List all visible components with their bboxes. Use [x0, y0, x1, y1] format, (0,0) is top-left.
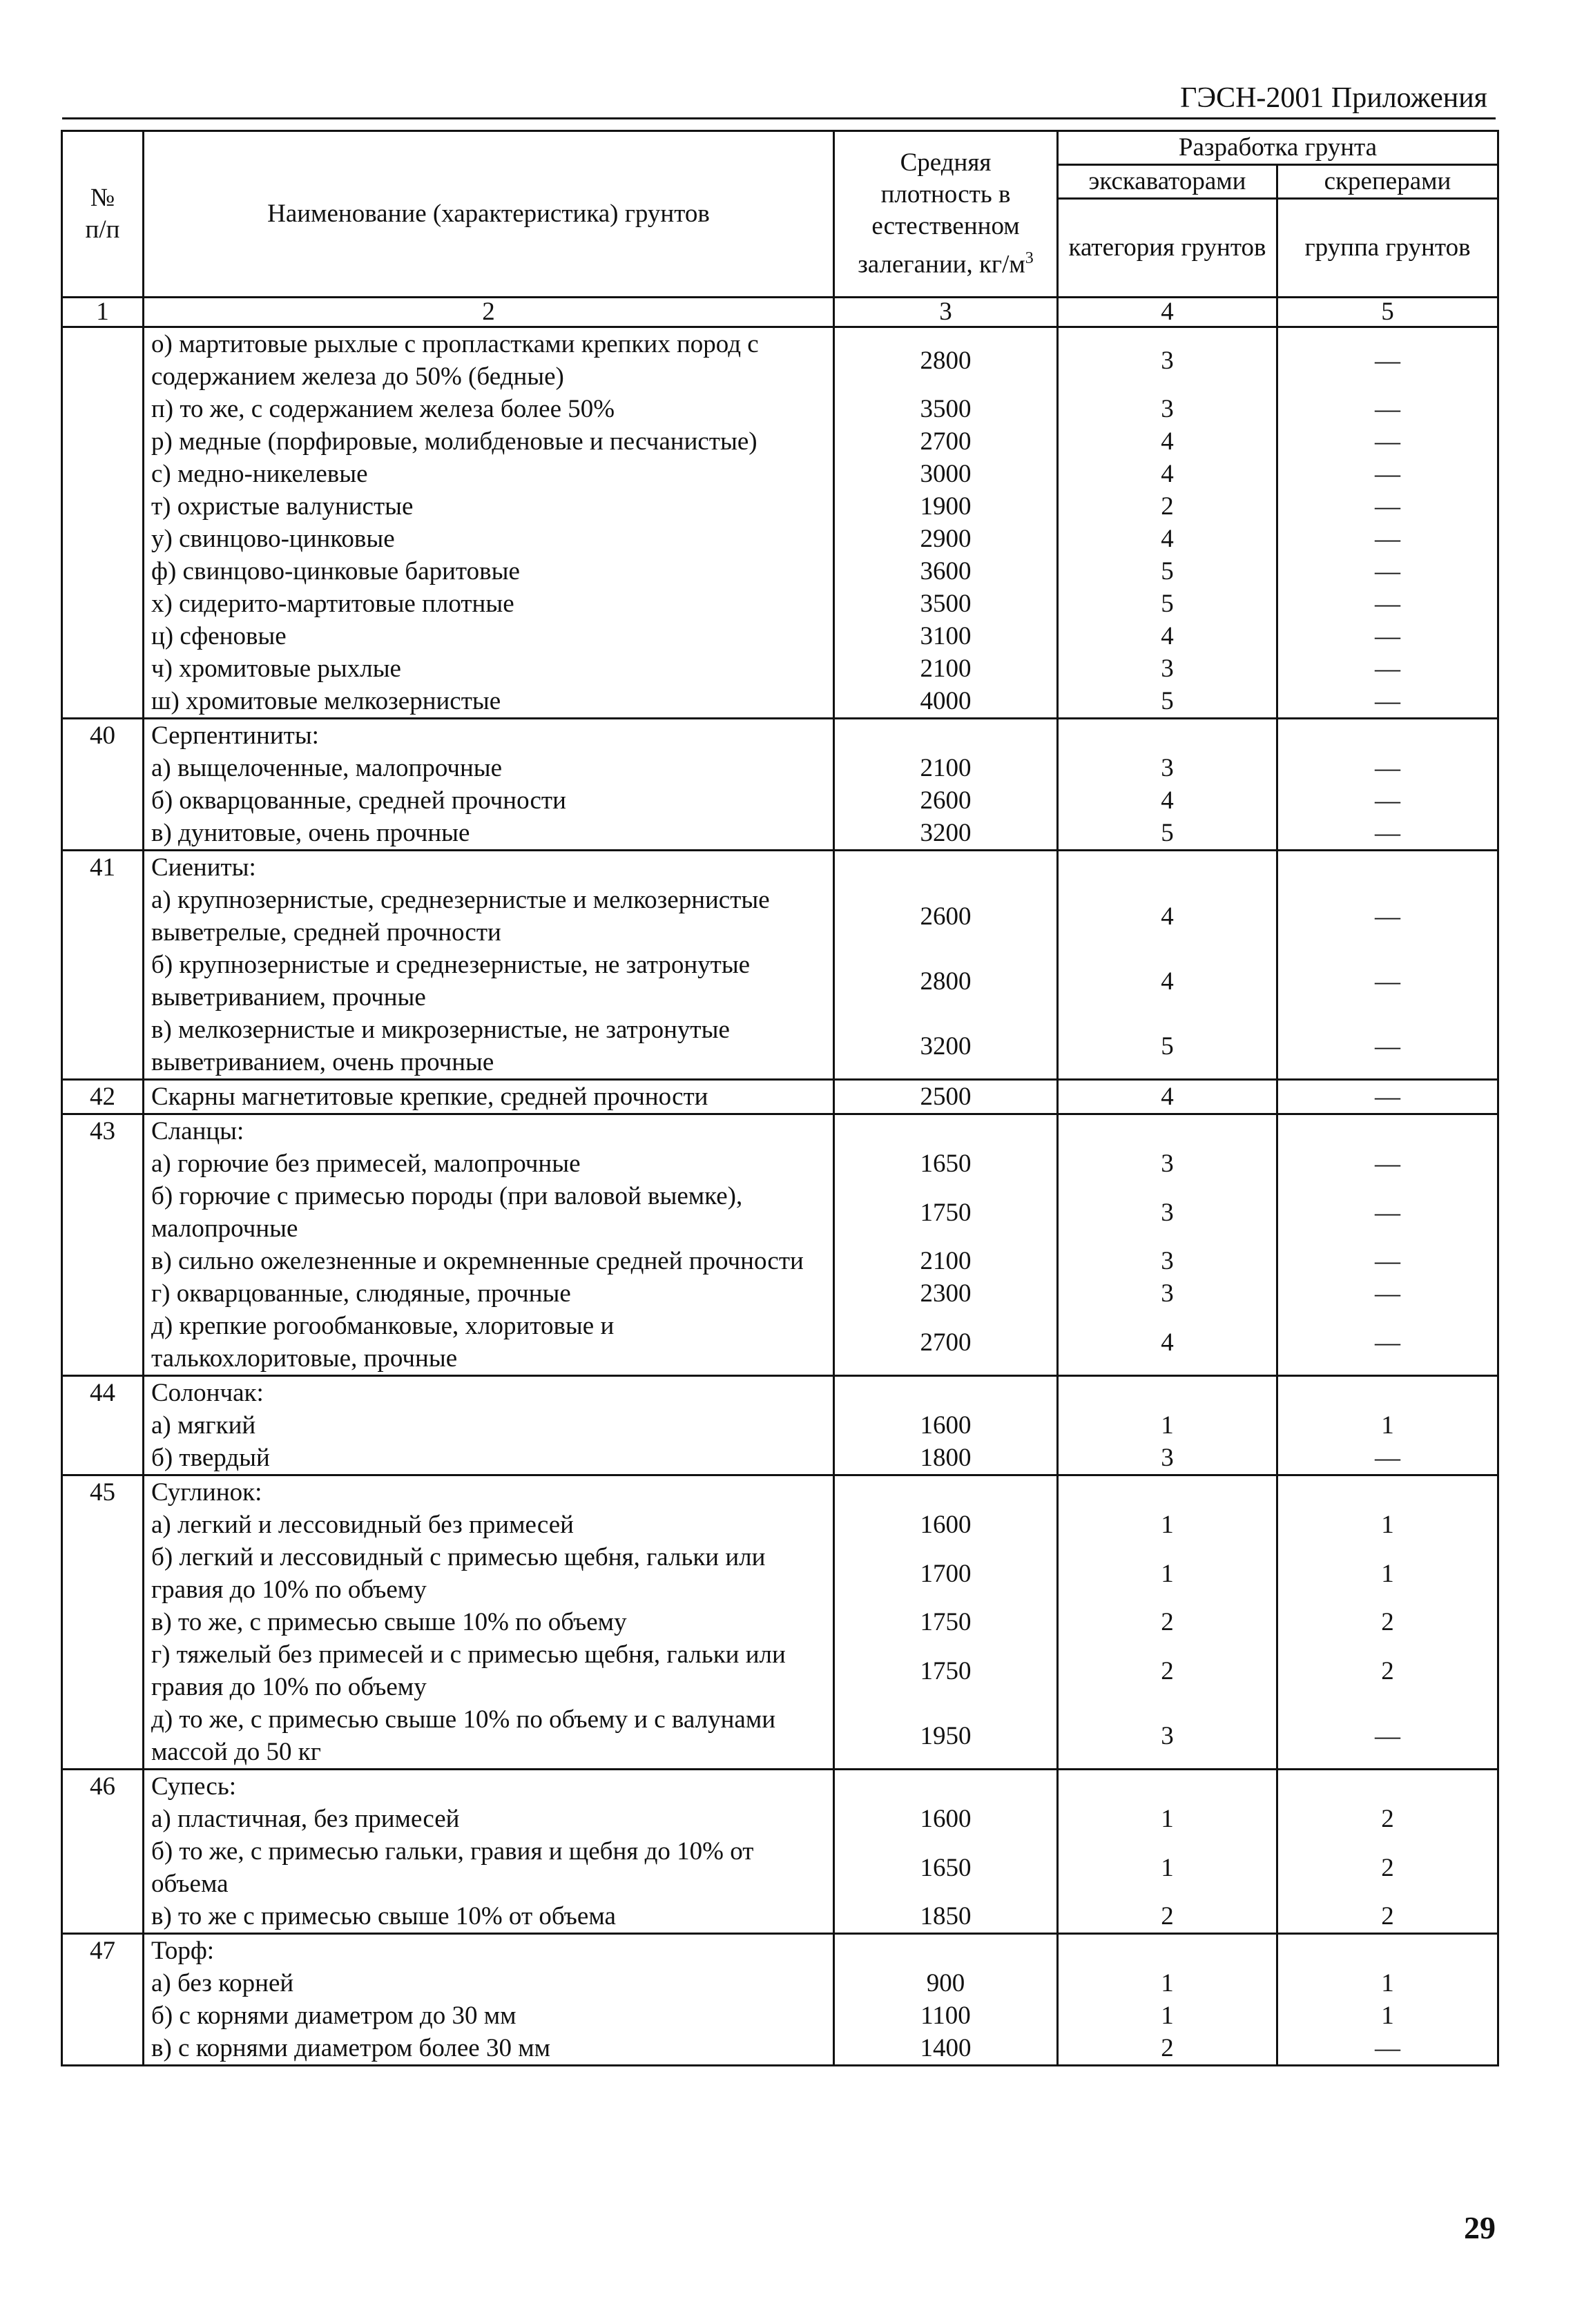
row-number: 42	[62, 1080, 144, 1114]
row-number	[62, 1999, 144, 2032]
running-header: ГЭСН-2001 Приложения	[1180, 82, 1487, 114]
row-scraper-group: —	[1277, 2032, 1498, 2066]
table-row	[62, 1803, 1498, 1835]
row-scraper-group: 2	[1277, 1606, 1498, 1638]
table-row	[62, 652, 1498, 685]
row-number: 41	[62, 851, 144, 884]
row-number	[62, 817, 144, 851]
row-number	[62, 1310, 144, 1376]
row-excavator-category	[1058, 1376, 1277, 1410]
row-density: 3100	[834, 620, 1058, 652]
row-scraper-group: —	[1277, 523, 1498, 555]
row-density: 1900	[834, 490, 1058, 523]
table-row	[62, 1900, 1498, 1934]
row-scraper-group: —	[1277, 817, 1498, 851]
row-name: а) мягкий	[144, 1409, 834, 1442]
row-excavator-category: 2	[1058, 490, 1277, 523]
row-excavator-category: 4	[1058, 1310, 1277, 1376]
header-density-text: Средняя плотность в естественном залегании, кг/м	[858, 148, 1025, 279]
row-number	[62, 393, 144, 425]
row-name: б) окварцованные, средней прочности	[144, 784, 834, 817]
table-row	[62, 719, 1498, 753]
table-row	[62, 555, 1498, 588]
row-scraper-group	[1277, 719, 1498, 753]
row-scraper-group: —	[1277, 685, 1498, 719]
table-row	[62, 1509, 1498, 1541]
table-row	[62, 1310, 1498, 1376]
table-row	[62, 1180, 1498, 1245]
header-category: категория грунтов	[1058, 199, 1277, 298]
row-density: 2700	[834, 1310, 1058, 1376]
row-density	[834, 851, 1058, 884]
row-density	[834, 1934, 1058, 1968]
row-name: д) крепкие рогообманковые, хлоритовые и талькохлоритовые, прочные	[144, 1310, 834, 1376]
table-row	[62, 1934, 1498, 1968]
table-row	[62, 1442, 1498, 1475]
row-name: Сланцы:	[144, 1114, 834, 1148]
row-excavator-category: 4	[1058, 949, 1277, 1014]
row-scraper-group: —	[1277, 327, 1498, 394]
row-scraper-group: —	[1277, 1442, 1498, 1475]
table-row	[62, 784, 1498, 817]
row-name: р) медные (порфировые, молибденовые и песчанистые)	[144, 425, 834, 458]
row-number	[62, 1014, 144, 1080]
row-number	[62, 1180, 144, 1245]
row-name: Солончак:	[144, 1376, 834, 1410]
table-row	[62, 752, 1498, 784]
row-name: т) охристые валунистые	[144, 490, 834, 523]
row-density	[834, 1114, 1058, 1148]
row-excavator-category: 1	[1058, 1999, 1277, 2032]
table-row	[62, 425, 1498, 458]
header-density-sup: 3	[1025, 249, 1034, 268]
table-row	[62, 884, 1498, 949]
row-name: а) легкий и лессовидный без примесей	[144, 1509, 834, 1541]
row-excavator-category: 4	[1058, 425, 1277, 458]
row-density: 3000	[834, 458, 1058, 490]
row-scraper-group: 1	[1277, 1409, 1498, 1442]
row-name: б) с корнями диаметром до 30 мм	[144, 1999, 834, 2032]
row-number	[62, 1703, 144, 1770]
row-excavator-category: 3	[1058, 1245, 1277, 1277]
row-density: 2100	[834, 652, 1058, 685]
row-name: ф) свинцово-цинковые баритовые	[144, 555, 834, 588]
row-excavator-category: 3	[1058, 1277, 1277, 1310]
row-density: 2700	[834, 425, 1058, 458]
row-name: а) горючие без примесей, малопрочные	[144, 1148, 834, 1180]
row-scraper-group	[1277, 851, 1498, 884]
row-name: х) сидерито-мартитовые плотные	[144, 588, 834, 620]
row-excavator-category: 4	[1058, 784, 1277, 817]
table-row	[62, 817, 1498, 851]
row-excavator-category: 4	[1058, 620, 1277, 652]
header-development: Разработка грунта	[1058, 131, 1498, 165]
row-number: 44	[62, 1376, 144, 1410]
table-row	[62, 1475, 1498, 1509]
row-scraper-group: —	[1277, 1277, 1498, 1310]
row-density: 2800	[834, 949, 1058, 1014]
row-name: Торф:	[144, 1934, 834, 1968]
row-scraper-group: —	[1277, 458, 1498, 490]
row-excavator-category	[1058, 719, 1277, 753]
row-name: Сиениты:	[144, 851, 834, 884]
row-scraper-group: —	[1277, 1245, 1498, 1277]
soil-table-container	[61, 130, 1497, 2066]
row-name: б) крупнозернистые и среднезернистые, не затронутые выветриванием, прочные	[144, 949, 834, 1014]
row-excavator-category: 3	[1058, 1442, 1277, 1475]
row-excavator-category: 5	[1058, 685, 1277, 719]
row-excavator-category	[1058, 1114, 1277, 1148]
header-group: группа грунтов	[1277, 199, 1498, 298]
row-number	[62, 1245, 144, 1277]
row-excavator-category: 1	[1058, 1541, 1277, 1606]
table-row	[62, 1835, 1498, 1900]
row-number	[62, 620, 144, 652]
row-name: о) мартитовые рыхлые с пропластками крепких пород с содержанием железа до 50% (бедные)	[144, 327, 834, 394]
row-density	[834, 1475, 1058, 1509]
table-row	[62, 458, 1498, 490]
row-excavator-category: 3	[1058, 1148, 1277, 1180]
row-number	[62, 2032, 144, 2066]
row-name: с) медно-никелевые	[144, 458, 834, 490]
row-density: 3500	[834, 588, 1058, 620]
row-scraper-group: 1	[1277, 1967, 1498, 1999]
table-row	[62, 1376, 1498, 1410]
row-number	[62, 1509, 144, 1541]
row-scraper-group: 1	[1277, 1509, 1498, 1541]
row-density: 2600	[834, 884, 1058, 949]
row-density: 2500	[834, 1080, 1058, 1114]
row-name: в) то же, с примесью свыше 10% по объему	[144, 1606, 834, 1638]
table-row	[62, 1148, 1498, 1180]
row-name: п) то же, с содержанием железа более 50%	[144, 393, 834, 425]
row-density: 1100	[834, 1999, 1058, 2032]
table-row	[62, 1114, 1498, 1148]
row-excavator-category: 1	[1058, 1967, 1277, 1999]
row-density: 1400	[834, 2032, 1058, 2066]
row-scraper-group	[1277, 1475, 1498, 1509]
row-excavator-category: 3	[1058, 327, 1277, 394]
page-number: 29	[1464, 2210, 1496, 2245]
row-name: а) без корней	[144, 1967, 834, 1999]
row-density: 1600	[834, 1803, 1058, 1835]
table-row	[62, 851, 1498, 884]
row-name: а) крупнозернистые, среднезернистые и мелкозернистые выветрелые, средней прочности	[144, 884, 834, 949]
table-row	[62, 1080, 1498, 1114]
row-excavator-category: 3	[1058, 1703, 1277, 1770]
row-name: в) сильно ожелезненные и окремненные средней прочности	[144, 1245, 834, 1277]
row-density	[834, 719, 1058, 753]
table-row	[62, 1638, 1498, 1703]
row-density: 2900	[834, 523, 1058, 555]
row-excavator-category: 5	[1058, 588, 1277, 620]
row-name: г) окварцованные, слюдяные, прочные	[144, 1277, 834, 1310]
col-number: 3	[834, 298, 1058, 327]
row-scraper-group	[1277, 1934, 1498, 1968]
row-excavator-category: 1	[1058, 1509, 1277, 1541]
table-row	[62, 620, 1498, 652]
row-number	[62, 1148, 144, 1180]
table-row	[62, 1770, 1498, 1803]
row-density: 1700	[834, 1541, 1058, 1606]
row-number	[62, 458, 144, 490]
row-density: 2800	[834, 327, 1058, 394]
row-scraper-group: —	[1277, 620, 1498, 652]
table-row	[62, 490, 1498, 523]
table-row	[62, 1541, 1498, 1606]
row-density: 1800	[834, 1442, 1058, 1475]
col-number: 2	[144, 298, 834, 327]
row-number	[62, 752, 144, 784]
row-excavator-category	[1058, 1934, 1277, 1968]
row-density: 1600	[834, 1409, 1058, 1442]
row-density: 4000	[834, 685, 1058, 719]
row-density	[834, 1770, 1058, 1803]
row-number	[62, 1900, 144, 1934]
row-excavator-category	[1058, 1475, 1277, 1509]
row-scraper-group: —	[1277, 555, 1498, 588]
table-row	[62, 2032, 1498, 2066]
row-number	[62, 327, 144, 394]
row-name: ц) сфеновые	[144, 620, 834, 652]
row-name: Супесь:	[144, 1770, 834, 1803]
row-scraper-group: 1	[1277, 1999, 1498, 2032]
row-name: а) пластичная, без примесей	[144, 1803, 834, 1835]
row-number: 43	[62, 1114, 144, 1148]
row-density: 900	[834, 1967, 1058, 1999]
col-number: 1	[62, 298, 144, 327]
header-scrapers: скреперами	[1277, 165, 1498, 199]
row-scraper-group: 2	[1277, 1803, 1498, 1835]
row-scraper-group: —	[1277, 490, 1498, 523]
row-name: ч) хромитовые рыхлые	[144, 652, 834, 685]
row-density: 1950	[834, 1703, 1058, 1770]
row-density: 1750	[834, 1638, 1058, 1703]
table-row	[62, 1703, 1498, 1770]
row-name: б) то же, с примесью гальки, гравия и щебня до 10% от объема	[144, 1835, 834, 1900]
table-row	[62, 1967, 1498, 1999]
row-excavator-category: 4	[1058, 458, 1277, 490]
row-name: б) твердый	[144, 1442, 834, 1475]
row-number	[62, 490, 144, 523]
row-excavator-category: 4	[1058, 1080, 1277, 1114]
row-scraper-group	[1277, 1114, 1498, 1148]
header-rule	[62, 117, 1496, 119]
row-excavator-category: 3	[1058, 393, 1277, 425]
row-excavator-category: 1	[1058, 1835, 1277, 1900]
row-density: 3500	[834, 393, 1058, 425]
row-number	[62, 1277, 144, 1310]
row-name: б) горючие с примесью породы (при валовой выемке), малопрочные	[144, 1180, 834, 1245]
row-number	[62, 1835, 144, 1900]
row-density: 3200	[834, 1014, 1058, 1080]
row-scraper-group	[1277, 1376, 1498, 1410]
row-density: 1650	[834, 1835, 1058, 1900]
row-number: 40	[62, 719, 144, 753]
row-name: в) мелкозернистые и микрозернистые, не затронутые выветриванием, очень прочные	[144, 1014, 834, 1080]
table-row	[62, 588, 1498, 620]
row-number	[62, 425, 144, 458]
table-row	[62, 1014, 1498, 1080]
row-excavator-category: 2	[1058, 1606, 1277, 1638]
row-excavator-category: 4	[1058, 884, 1277, 949]
header-name: Наименование (характеристика) грунтов	[144, 131, 834, 298]
table-row	[62, 685, 1498, 719]
row-density: 1600	[834, 1509, 1058, 1541]
row-density: 1750	[834, 1180, 1058, 1245]
row-name: г) тяжелый без примесей и с примесью щебня, гальки или гравия до 10% по объему	[144, 1638, 834, 1703]
row-scraper-group: —	[1277, 1703, 1498, 1770]
row-name: в) дунитовые, очень прочные	[144, 817, 834, 851]
row-scraper-group: —	[1277, 393, 1498, 425]
row-number	[62, 1967, 144, 1999]
table-row	[62, 1606, 1498, 1638]
row-number	[62, 523, 144, 555]
row-number: 47	[62, 1934, 144, 1968]
table-row	[62, 1245, 1498, 1277]
row-number	[62, 1409, 144, 1442]
table-row	[62, 1277, 1498, 1310]
row-density: 2100	[834, 1245, 1058, 1277]
table-row	[62, 949, 1498, 1014]
row-scraper-group: —	[1277, 752, 1498, 784]
row-name: а) выщелоченные, малопрочные	[144, 752, 834, 784]
row-scraper-group: —	[1277, 884, 1498, 949]
row-excavator-category: 5	[1058, 1014, 1277, 1080]
row-number	[62, 1638, 144, 1703]
row-density: 3600	[834, 555, 1058, 588]
row-excavator-category: 2	[1058, 1900, 1277, 1934]
row-scraper-group: —	[1277, 1310, 1498, 1376]
table-row	[62, 393, 1498, 425]
row-density: 2100	[834, 752, 1058, 784]
row-number	[62, 652, 144, 685]
soil-table	[61, 130, 1499, 2066]
row-scraper-group: 2	[1277, 1835, 1498, 1900]
row-scraper-group: —	[1277, 784, 1498, 817]
row-density: 3200	[834, 817, 1058, 851]
row-excavator-category: 1	[1058, 1803, 1277, 1835]
row-number	[62, 1442, 144, 1475]
row-scraper-group: —	[1277, 949, 1498, 1014]
row-number	[62, 884, 144, 949]
row-number	[62, 949, 144, 1014]
row-name: Серпентиниты:	[144, 719, 834, 753]
table-row	[62, 1999, 1498, 2032]
row-number: 46	[62, 1770, 144, 1803]
row-excavator-category: 3	[1058, 752, 1277, 784]
row-number	[62, 1606, 144, 1638]
table-row	[62, 523, 1498, 555]
row-number	[62, 784, 144, 817]
col-number: 4	[1058, 298, 1277, 327]
row-density: 1850	[834, 1900, 1058, 1934]
header-excavators: экскаваторами	[1058, 165, 1277, 199]
row-number	[62, 1541, 144, 1606]
table-row	[62, 1409, 1498, 1442]
row-number	[62, 1803, 144, 1835]
row-scraper-group: 2	[1277, 1638, 1498, 1703]
row-excavator-category: 3	[1058, 1180, 1277, 1245]
row-scraper-group: —	[1277, 1080, 1498, 1114]
table-row	[62, 327, 1498, 394]
row-scraper-group: —	[1277, 1180, 1498, 1245]
row-density: 1750	[834, 1606, 1058, 1638]
col-number: 5	[1277, 298, 1498, 327]
row-excavator-category: 5	[1058, 555, 1277, 588]
row-name: Суглинок:	[144, 1475, 834, 1509]
row-scraper-group	[1277, 1770, 1498, 1803]
row-name: у) свинцово-цинковые	[144, 523, 834, 555]
row-density: 1650	[834, 1148, 1058, 1180]
header-num: № п/п	[62, 131, 144, 298]
row-name: в) с корнями диаметром более 30 мм	[144, 2032, 834, 2066]
row-density: 2300	[834, 1277, 1058, 1310]
row-number	[62, 555, 144, 588]
row-excavator-category: 1	[1058, 1409, 1277, 1442]
row-density	[834, 1376, 1058, 1410]
row-name: в) то же с примесью свыше 10% от объема	[144, 1900, 834, 1934]
row-scraper-group: 1	[1277, 1541, 1498, 1606]
row-number	[62, 685, 144, 719]
row-excavator-category: 2	[1058, 1638, 1277, 1703]
header-density	[834, 131, 1058, 298]
row-name: б) легкий и лессовидный с примесью щебня, гальки или гравия до 10% по объему	[144, 1541, 834, 1606]
row-name: Скарны магнетитовые крепкие, средней прочности	[144, 1080, 834, 1114]
row-excavator-category: 5	[1058, 817, 1277, 851]
row-scraper-group: 2	[1277, 1900, 1498, 1934]
row-excavator-category: 3	[1058, 652, 1277, 685]
row-excavator-category	[1058, 851, 1277, 884]
row-number: 45	[62, 1475, 144, 1509]
row-scraper-group: —	[1277, 652, 1498, 685]
row-scraper-group: —	[1277, 1148, 1498, 1180]
row-scraper-group: —	[1277, 588, 1498, 620]
row-number	[62, 588, 144, 620]
row-name: ш) хромитовые мелкозернистые	[144, 685, 834, 719]
row-scraper-group: —	[1277, 1014, 1498, 1080]
row-excavator-category	[1058, 1770, 1277, 1803]
row-density: 2600	[834, 784, 1058, 817]
row-excavator-category: 2	[1058, 2032, 1277, 2066]
row-scraper-group: —	[1277, 425, 1498, 458]
row-excavator-category: 4	[1058, 523, 1277, 555]
table-body	[62, 327, 1498, 2066]
row-name: д) то же, с примесью свыше 10% по объему и с валунами массой до 50 кг	[144, 1703, 834, 1770]
